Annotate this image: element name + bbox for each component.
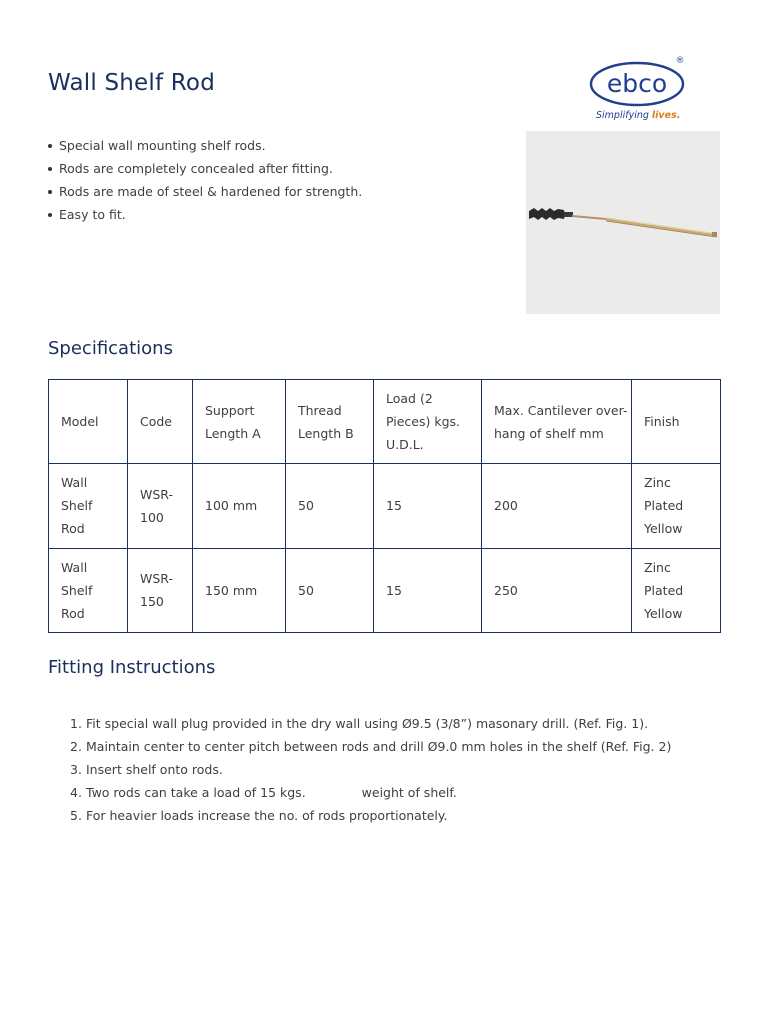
rod-shadow (606, 221, 716, 237)
table-cell: 15 (374, 548, 482, 632)
column-header: Finish (632, 380, 721, 464)
rod-end (712, 232, 717, 237)
fitting-steps-list (70, 712, 671, 827)
registered-mark: ® (675, 56, 685, 66)
column-header: Support Length A (193, 380, 286, 464)
feature-item: Rods are made of steel & hardened for strength. (48, 180, 362, 203)
table-cell: 100 mm (193, 464, 286, 548)
feature-item: Easy to fit. (48, 203, 362, 226)
rod-shaft (606, 219, 716, 235)
rod-thread (572, 216, 606, 219)
specifications-heading: Specifications (48, 338, 173, 359)
step-text: Two rods can take a load of 15 kgs. (86, 785, 306, 800)
step-text: Fit special wall plug provided in the dry wall using Ø9.5 (3/8”) masonary drill. (Ref. Fig. 1). (86, 716, 649, 731)
table-cell: 50 (286, 464, 374, 548)
specifications-table (48, 379, 721, 633)
table-cell: 200 (482, 464, 632, 548)
step-number: 5. (70, 808, 82, 823)
step-text-after: weight of shelf. (361, 785, 457, 800)
wall-plug-shape (529, 208, 573, 220)
table-cell: Wall Shelf Rod (49, 548, 128, 632)
plug-body (529, 208, 565, 220)
ebco-logo (586, 52, 696, 124)
feature-item: Special wall mounting shelf rods. (48, 134, 362, 157)
column-header: Load (2 Pieces) kgs. U.D.L. (374, 380, 482, 464)
column-header: Thread Length B (286, 380, 374, 464)
logo-wordmark: ebco (606, 69, 668, 98)
column-header: Code (128, 380, 193, 464)
tagline-accent: lives. (651, 110, 681, 121)
step-number: 4. (70, 785, 82, 800)
table-row (49, 548, 721, 632)
step-text: Maintain center to center pitch between rods and drill Ø9.0 mm holes in the shelf (Ref. Fig. 2) (86, 739, 672, 754)
plug-neck (564, 212, 573, 217)
step-number: 1. (70, 716, 82, 731)
list-item (70, 781, 671, 804)
logo-tagline (596, 110, 680, 121)
table-cell: 50 (286, 548, 374, 632)
list-item (70, 735, 671, 758)
list-item (70, 712, 671, 735)
table-cell: 15 (374, 464, 482, 548)
page-title: Wall Shelf Rod (48, 70, 216, 96)
table-cell: 150 mm (193, 548, 286, 632)
table-row (49, 464, 721, 548)
tagline-prefix: Simplifying (596, 110, 649, 121)
step-number: 3. (70, 762, 82, 777)
table-header-row (49, 380, 721, 464)
table-cell: Zinc Plated Yellow (632, 464, 721, 548)
list-item (70, 758, 671, 781)
fitting-instructions-heading: Fitting Instructions (48, 657, 216, 678)
table-cell: Zinc Plated Yellow (632, 548, 721, 632)
feature-list (48, 134, 362, 226)
table-cell: WSR-150 (128, 548, 193, 632)
column-header: Model (49, 380, 128, 464)
step-text: For heavier loads increase the no. of rods proportionately. (86, 808, 448, 823)
step-text: Insert shelf onto rods. (86, 762, 223, 777)
product-photo (526, 131, 720, 314)
ebco-logo-mark (586, 52, 696, 110)
rod-shape (572, 216, 717, 237)
table-cell: Wall Shelf Rod (49, 464, 128, 548)
list-item (70, 804, 671, 827)
column-header: Max. Cantilever over-hang of shelf mm (482, 380, 632, 464)
step-number: 2. (70, 739, 82, 754)
feature-item: Rods are completely concealed after fitting. (48, 157, 362, 180)
table-cell: 250 (482, 548, 632, 632)
shelf-rod-image (526, 131, 720, 314)
rod-highlight (606, 218, 716, 234)
table-cell: WSR-100 (128, 464, 193, 548)
